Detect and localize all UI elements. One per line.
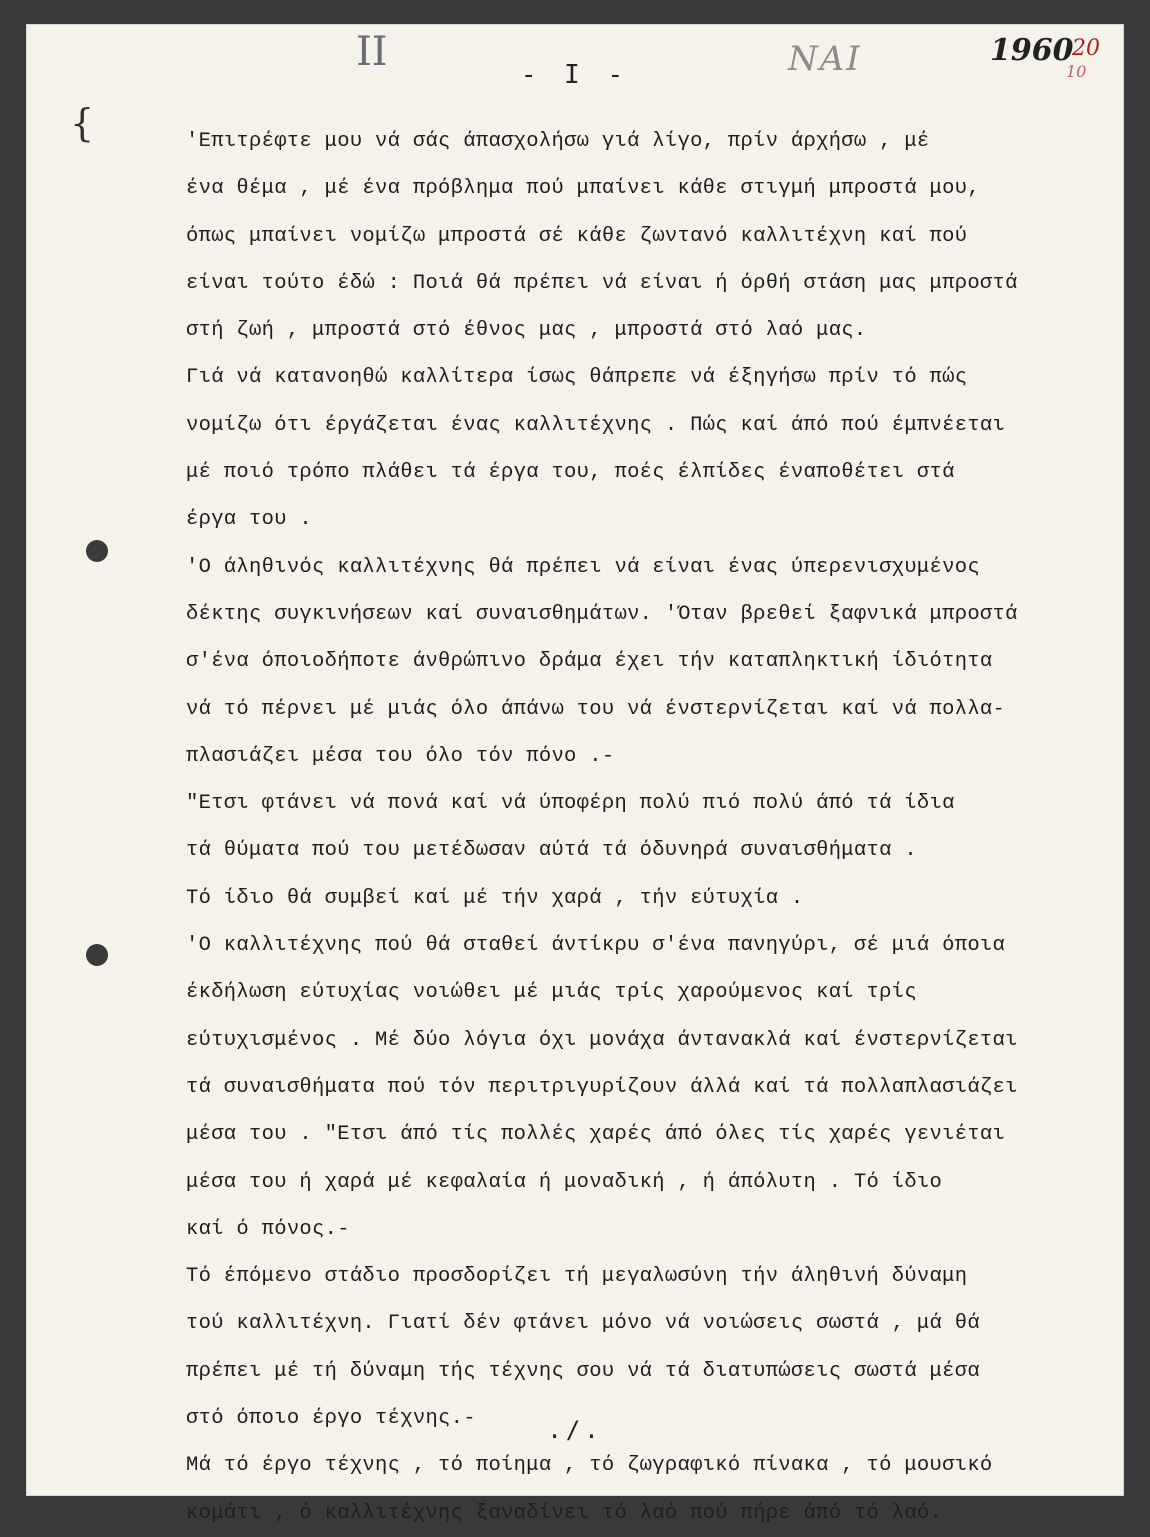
punch-hole (86, 540, 108, 562)
text-line: Τό έπόμενο στάδιο προσδορίζει τή μεγαλωσύνη τήν άληθινή δύναμη (186, 1265, 968, 1289)
text-line: 'Ο καλλιτέχνης πού θά σταθεί άντίκρυ σ'ένα πανηγύρι, σέ μιά όποια (186, 934, 1006, 958)
text-line: μέ ποιό τρόπο πλάθει τά έργα του, ποές έλπίδες έναποθέτει στά (186, 461, 955, 485)
text-line: τού καλλιτέχνη. Γιατί δέν φτάνει μόνο νά νοιώσεις σωστά , μά θά (186, 1312, 980, 1336)
handwritten-year: 1960 (990, 33, 1074, 68)
document-page (26, 24, 1124, 1525)
handwritten-roman-numeral: II (356, 29, 388, 75)
typed-body-text (186, 118, 1086, 1537)
handwritten-nai: NAI (788, 39, 862, 79)
text-line: νά τό πέρνει μέ μιάς όλο άπάνω του νά ένστερνίζεται καί νά πολλα- (186, 697, 1006, 721)
text-line: στό όποιο έργο τέχνης.- (186, 1407, 476, 1431)
text-line: Τό ίδιο θά συμβεί καί μέ τήν χαρά , τήν εύτυχία . (186, 886, 804, 910)
text-line: νομίζω ότι έργάζεται ένας καλλιτέχνης . Πώς καί άπό πού έμπνέεται (186, 413, 1006, 437)
page-number: - I - (520, 60, 630, 90)
text-line: "Ετσι φτάνει νά πονά καί νά ύποφέρη πολύ πιό πολύ άπό τά ίδια (186, 792, 955, 816)
text-line: κομάτι , ό καλλιτέχνης ξαναδίνει τό λαό πού πήρε άπό τό λαό. (186, 1501, 943, 1525)
continuation-mark: ./. (547, 1416, 603, 1444)
text-line: όπως μπαίνει νομίζω μπροστά σέ κάθε ζωντανό καλλιτέχνη καί πού (186, 224, 968, 248)
text-line: Γιά νά κατανοηθώ καλλίτερα ίσως θάπρεπε νά έξηγήσω πρίν τό πώς (186, 366, 968, 390)
text-line: στή ζωή , μπροστά στό έθνος μας , μπροστά στό λαό μας. (186, 319, 867, 343)
text-line: εύτυχισμένος . Μέ δύο λόγια όχι μονάχα άντανακλά καί ένστερνίζεται (186, 1028, 1018, 1052)
text-line: μέσα του . "Ετσι άπό τίς πολλές χαρές άπό όλες τίς χαρές γενιέται (186, 1123, 1006, 1147)
text-line: πλασιάζει μέσα του όλο τόν πόνο .- (186, 744, 615, 768)
punch-hole (86, 944, 108, 966)
text-line: δέκτης συγκινήσεων καί συναισθημάτων. 'Όταν βρεθεί ξαφνικά μπροστά (186, 602, 1018, 626)
handwritten-page-number: 20 (1072, 36, 1100, 61)
text-line: 'Επιτρέφτε μου νά σάς άπασχολήσω γιά λίγο, πρίν άρχήσω , μέ (186, 130, 930, 153)
text-line: ένα θέμα , μέ ένα πρόβλημα πού μπαίνει κάθε στιγμή μπροστά μου, (186, 177, 980, 201)
text-line: πρέπει μέ τή δύναμη τής τέχνης σου νά τά διατυπώσεις σωστά μέσα (186, 1359, 980, 1383)
handwritten-page-number-small: 10 (1066, 62, 1087, 81)
text-line: Μά τό έργο τέχνης , τό ποίημα , τό ζωγραφικό πίνακα , τό μουσικό (186, 1454, 993, 1478)
text-line: μέσα του ή χαρά μέ κεφαλαία ή μοναδική , ή άπόλυτη . Τό ίδιο (186, 1170, 943, 1194)
text-line: έκδήλωση εύτυχίας νοιώθει μέ μιάς τρίς χαρούμενος καί τρίς (186, 981, 917, 1005)
text-line: είναι τούτο έδώ : Ποιά θά πρέπει νά είναι ή όρθή στάση μας μπροστά (186, 271, 1018, 295)
text-line: σ'ένα όποιοδήποτε άνθρώπινο δράμα έχει τήν καταπληκτική ίδιότητα (186, 650, 993, 674)
handwritten-brace: { (70, 101, 95, 145)
text-line: τά συναισθήματα πού τόν περιτριγυρίζουν άλλά καί τά πολλαπλασιάζει (186, 1075, 1018, 1099)
text-line: καί ό πόνος.- (186, 1217, 350, 1241)
text-line: τά θύματα πού του μετέδωσαν αύτά τά όδυνηρά συναισθήματα . (186, 839, 917, 863)
text-line: 'Ο άληθινός καλλιτέχνης θά πρέπει νά είναι ένας ύπερενισχυμένος (186, 555, 980, 579)
text-line: έργα του . (186, 508, 313, 532)
